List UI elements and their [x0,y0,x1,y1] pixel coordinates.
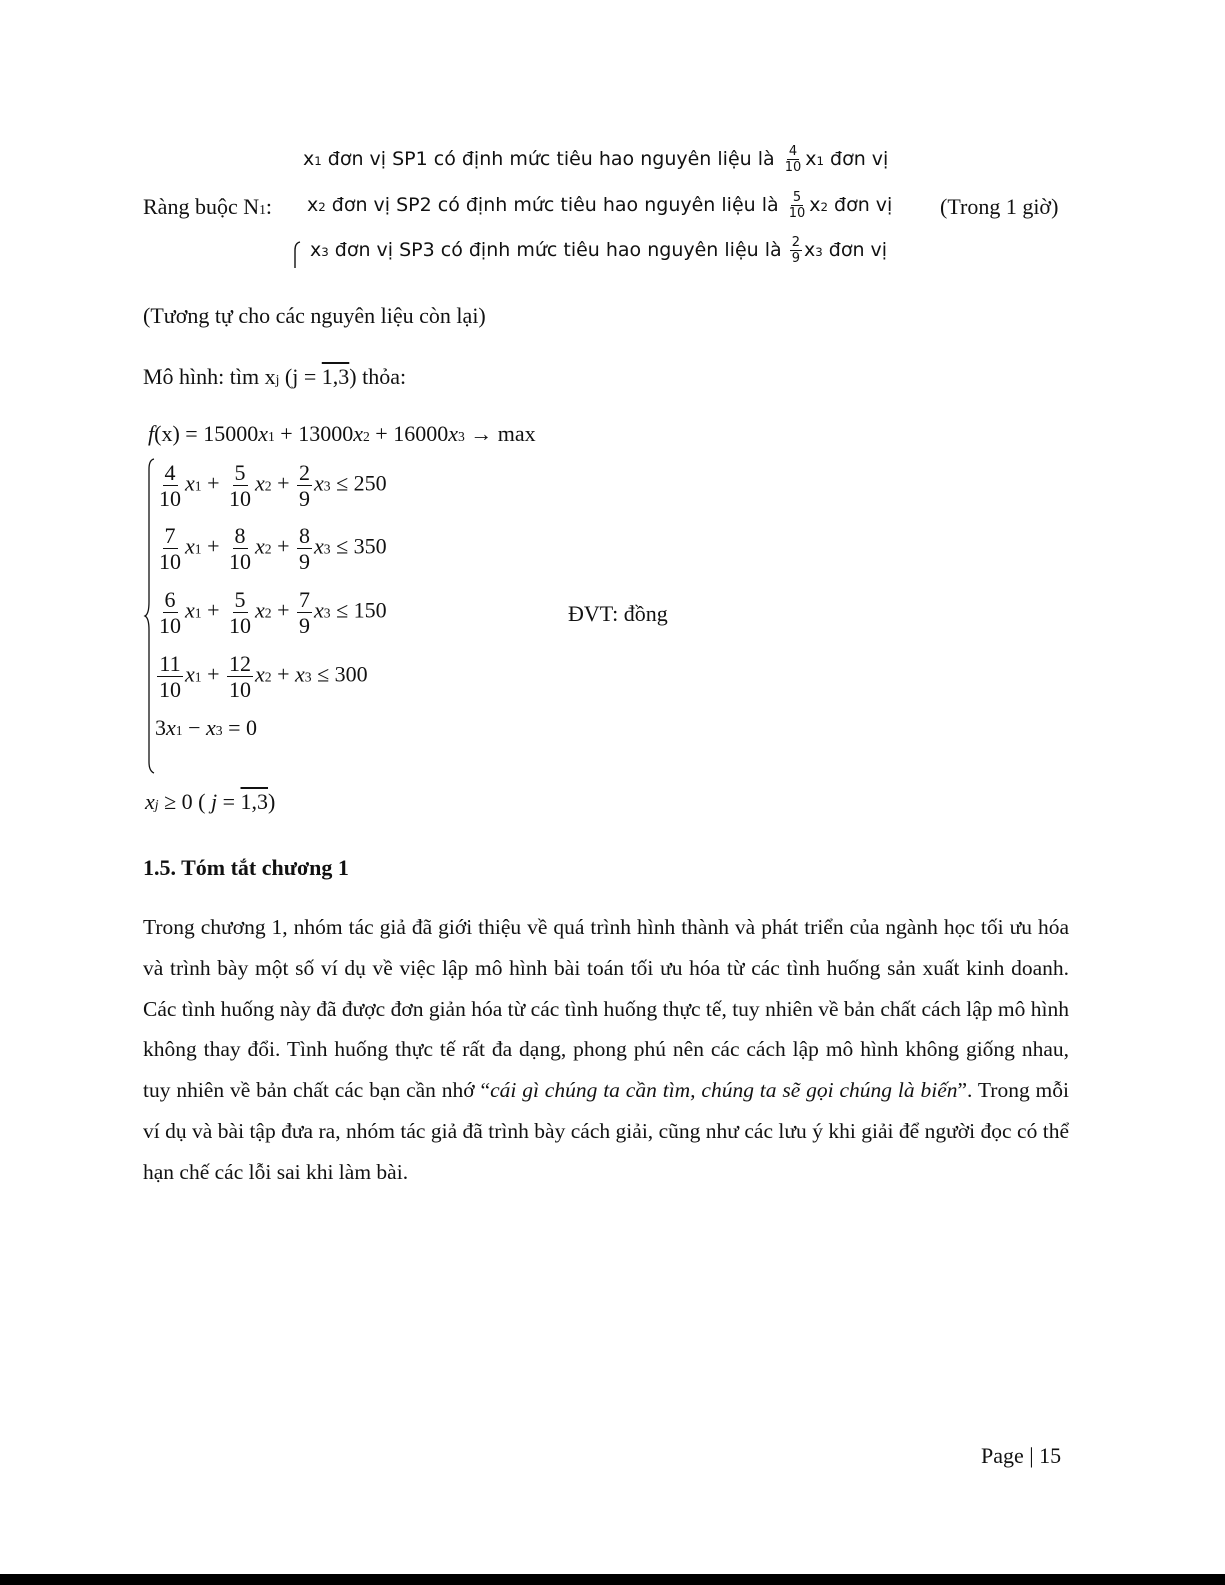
unit-label: ĐVT: đồng [568,601,668,626]
summary-paragraph: Trong chương 1, nhóm tác giả đã giới thiệu về quá trình hình thành và phát triển của ngành học tối ưu hóa và trình bày một số ví dụ về việc lập mô hình bài toán tối ưu hóa từ các tình huống sản xuất kinh doanh. Các tình huống này đã được đơn giản hóa từ các tình huống thực tế, tuy nhiên về bản chất cách lập mô hình không thay đổi. Tình huống thực tế rất đa dạng, phong phú nên các cách lập mô hình không giống nhau, tuy nhiên về bản chất các bạn cần nhớ “cái gì chúng ta cần tìm, chúng ta sẽ gọi chúng là biến”. Trong mỗi ví dụ và bài tập đưa ra, nhóm tác giả đã trình bày cách giải, cũng như các lưu ý khi giải để người đọc có thể hạn chế các lỗi sai khi làm bài. [143,915,1070,1184]
model-intro: Mô hình: tìm $x_j$ (j = 1,3) thỏa: [143,364,407,389]
fraction: $\frac{5}{10}$ [788,190,806,221]
section-title: 1.5. Tóm tắt chương 1 [143,855,349,880]
objective-function: $f(x) = 15000x_1 + 13000x_2 + 16000x_3 \to \max$ [148,421,536,446]
constraint-line-2: $x_2$ đơn vị SP2 có định mức tiêu hao nguyên liệu là $\frac{5}{10}$ $x_2$ đơn vị [307,190,893,221]
constraint-row-3: $\frac{6}{10}$ $x_1$ + $\frac{5}{10}$ $x_2$ + $\frac{7}{9}$ $x_3 \le 150$ [159,587,387,639]
equality-row: $3x_1 - x_3 = 0$ [155,715,257,740]
constraint-line-3: $x_3$ đơn vị SP3 có định mức tiêu hao nguyên liệu là $\frac{2}{9}$ $x_3$ đơn vị [310,235,888,266]
fraction: $\frac{4}{10}$ [784,144,802,175]
similar-note: (Tương tự cho các nguyên liệu còn lại) [143,303,486,328]
page-footer: Page | 15 [981,1443,1062,1468]
fraction: $\frac{2}{9}$ [791,235,800,266]
brace-bottom-icon [292,240,302,270]
constraint-row-4: $\frac{11}{10}$ $x_1$ + $\frac{12}{10}$ $x_2 + x_3 \le 300$ [159,651,368,703]
constraint-line-1: $x_1$ đơn vị SP1 có định mức tiêu hao nguyên liệu là $\frac{4}{10}$ $x_1$ đơn vị [303,144,889,175]
nonnegativity: $x_j \ge 0$ ( j = 1,3) [145,789,276,814]
constraint-row-2: $\frac{7}{10}$ $x_1$ + $\frac{8}{10}$ $x_2$ + $\frac{8}{9}$ $x_3 \le 350$ [159,523,387,575]
constraint-note: (Trong 1 giờ) [940,194,1059,219]
bottom-rule [0,1574,1225,1585]
constraint-row-1: $\frac{4}{10}$ $x_1$ + $\frac{5}{10}$ $x_2$ + $\frac{2}{9}$ $x_3 \le 250$ [159,460,387,512]
constraint-label: Ràng buộc $N_1$: [143,194,273,219]
